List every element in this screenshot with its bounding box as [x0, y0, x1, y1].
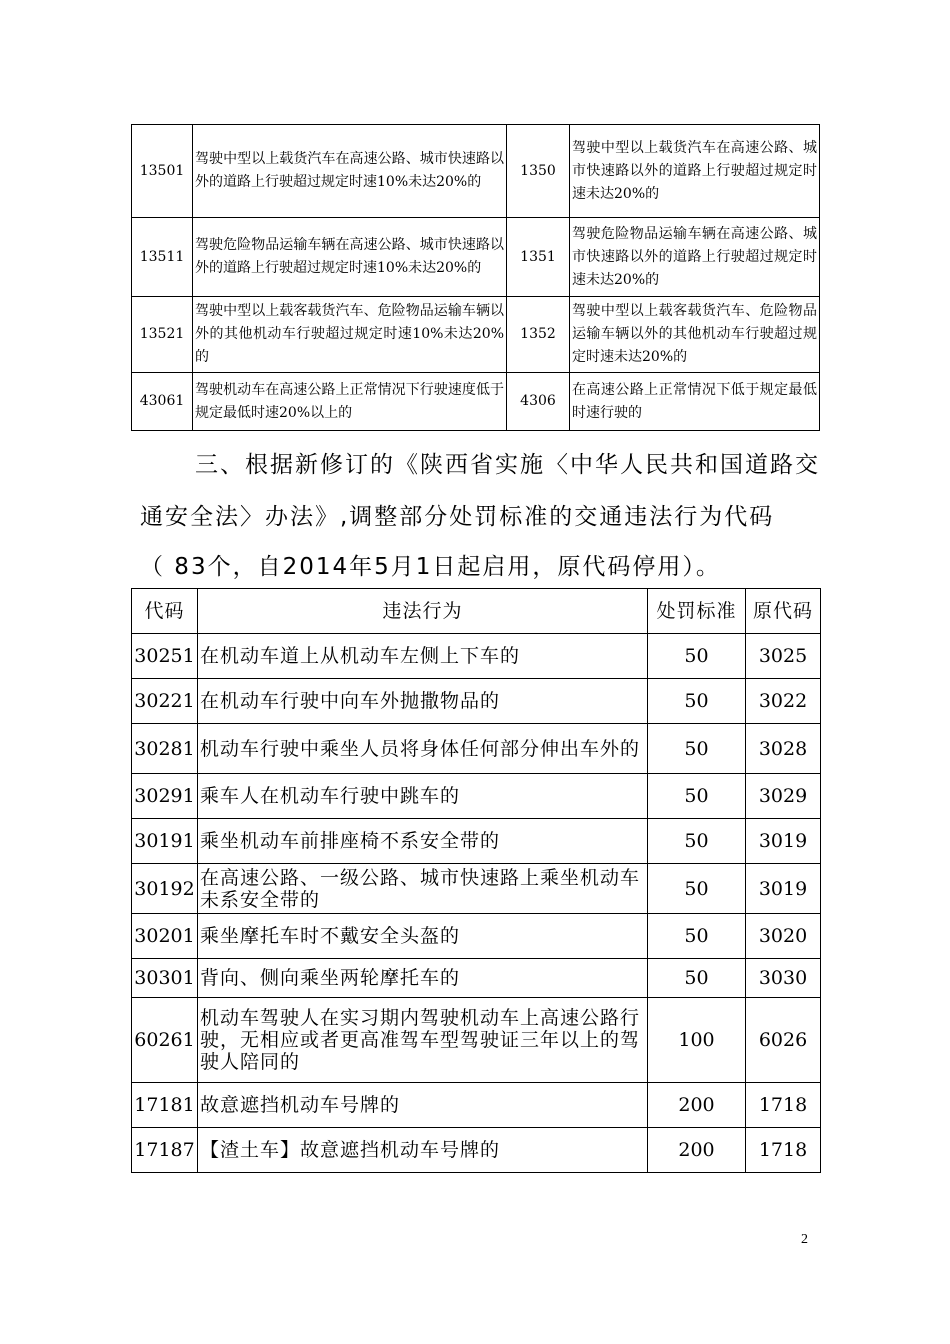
table-row — [132, 864, 821, 914]
penalty-cell: 200 — [648, 1128, 746, 1173]
old-code-cell: 3028 — [746, 724, 821, 774]
code-cell: 30201 — [132, 914, 198, 959]
old-code-cell: 1350 — [507, 125, 570, 218]
new-code-cell: 13521 — [132, 297, 193, 373]
old-description-cell: 在高速公路上正常情况下低于规定最低时速行驶的 — [570, 373, 820, 431]
code-cell: 30301 — [132, 959, 198, 998]
table-row — [132, 1128, 821, 1173]
section-heading-line-1: 三、根据新修订的《陕西省实施〈中华人民共和国道路交 — [195, 452, 820, 478]
old-description-cell: 驾驶危险物品运输车辆在高速公路、城市快速路以外的道路上行驶超过规定时速未达20%的 — [570, 218, 820, 297]
old-code-cell: 3025 — [746, 634, 821, 679]
action-cell: 故意遮挡机动车号牌的 — [198, 1083, 648, 1128]
code-cell: 30281 — [132, 724, 198, 774]
new-description-cell: 驾驶危险物品运输车辆在高速公路、城市快速路以外的道路上行驶超过规定时速10%未达20%的 — [193, 218, 507, 297]
table-row — [132, 959, 821, 998]
old-code-cell: 1718 — [746, 1128, 821, 1173]
old-description-cell: 驾驶中型以上载客载货汽车、危险物品运输车辆以外的其他机动车行驶超过规定时速未达20%的 — [570, 297, 820, 373]
table-row — [132, 679, 821, 724]
old-code-cell: 3030 — [746, 959, 821, 998]
code-cell: 30221 — [132, 679, 198, 724]
header-penalty: 处罚标准 — [648, 589, 746, 634]
old-code-cell: 3029 — [746, 774, 821, 819]
table-row — [132, 819, 821, 864]
speed-code-comparison-table — [131, 124, 820, 431]
action-cell: 【渣土车】故意遮挡机动车号牌的 — [198, 1128, 648, 1173]
code-cell: 30191 — [132, 819, 198, 864]
table-row — [132, 634, 821, 679]
action-cell: 乘车人在机动车行驶中跳车的 — [198, 774, 648, 819]
action-cell: 乘坐机动车前排座椅不系安全带的 — [198, 819, 648, 864]
old-code-cell: 3022 — [746, 679, 821, 724]
table-row — [132, 373, 820, 431]
table-row — [132, 724, 821, 774]
action-cell: 机动车行驶中乘坐人员将身体任何部分伸出车外的 — [198, 724, 648, 774]
penalty-cell: 50 — [648, 819, 746, 864]
action-cell: 乘坐摩托车时不戴安全头盔的 — [198, 914, 648, 959]
section-heading-line-3: （ 83个，自2014年5月1日起启用，原代码停用）。 — [140, 554, 721, 580]
old-code-cell: 6026 — [746, 998, 821, 1083]
old-code-cell: 3020 — [746, 914, 821, 959]
code-cell: 30291 — [132, 774, 198, 819]
penalty-cell: 50 — [648, 724, 746, 774]
old-code-cell: 1718 — [746, 1083, 821, 1128]
action-cell: 在机动车道上从机动车左侧上下车的 — [198, 634, 648, 679]
table-row — [132, 914, 821, 959]
new-description-cell: 驾驶中型以上载客载货汽车、危险物品运输车辆以外的其他机动车行驶超过规定时速10%未达20%的 — [193, 297, 507, 373]
penalty-cell: 50 — [648, 679, 746, 724]
code-cell: 30192 — [132, 864, 198, 914]
table-row — [132, 998, 821, 1083]
old-code-cell: 4306 — [507, 373, 570, 431]
old-code-cell: 3019 — [746, 864, 821, 914]
table-row — [132, 125, 820, 218]
old-code-cell: 3019 — [746, 819, 821, 864]
penalty-cell: 50 — [648, 959, 746, 998]
new-code-cell: 43061 — [132, 373, 193, 431]
action-cell: 在高速公路、一级公路、城市快速路上乘坐机动车未系安全带的 — [198, 864, 648, 914]
new-description-cell: 驾驶中型以上载货汽车在高速公路、城市快速路以外的道路上行驶超过规定时速10%未达20%的 — [193, 125, 507, 218]
table-row — [132, 218, 820, 297]
old-code-cell: 1351 — [507, 218, 570, 297]
code-cell: 17181 — [132, 1083, 198, 1128]
penalty-code-table — [131, 588, 821, 1173]
penalty-cell: 50 — [648, 864, 746, 914]
penalty-cell: 50 — [648, 774, 746, 819]
header-old-code: 原代码 — [746, 589, 821, 634]
section-heading-line-2: 通安全法〉办法》,调整部分处罚标准的交通违法行为代码 — [140, 504, 775, 530]
penalty-cell: 100 — [648, 998, 746, 1083]
code-cell: 30251 — [132, 634, 198, 679]
code-cell: 60261 — [132, 998, 198, 1083]
new-description-cell: 驾驶机动车在高速公路上正常情况下行驶速度低于规定最低时速20%以上的 — [193, 373, 507, 431]
table-row — [132, 297, 820, 373]
table-row — [132, 774, 821, 819]
action-cell: 背向、侧向乘坐两轮摩托车的 — [198, 959, 648, 998]
table-row — [132, 1083, 821, 1128]
new-code-cell: 13501 — [132, 125, 193, 218]
header-code: 代码 — [132, 589, 198, 634]
old-code-cell: 1352 — [507, 297, 570, 373]
penalty-cell: 50 — [648, 914, 746, 959]
table-header-row — [132, 589, 821, 634]
new-code-cell: 13511 — [132, 218, 193, 297]
code-cell: 17187 — [132, 1128, 198, 1173]
penalty-cell: 200 — [648, 1083, 746, 1128]
header-action: 违法行为 — [198, 589, 648, 634]
penalty-cell: 50 — [648, 634, 746, 679]
old-description-cell: 驾驶中型以上载货汽车在高速公路、城市快速路以外的道路上行驶超过规定时速未达20%的 — [570, 125, 820, 218]
action-cell: 机动车驾驶人在实习期内驾驶机动车上高速公路行驶，无相应或者更高准驾车型驾驶证三年以上的驾驶人陪同的 — [198, 998, 648, 1083]
action-cell: 在机动车行驶中向车外抛撒物品的 — [198, 679, 648, 724]
page-number: 2 — [801, 1232, 808, 1247]
